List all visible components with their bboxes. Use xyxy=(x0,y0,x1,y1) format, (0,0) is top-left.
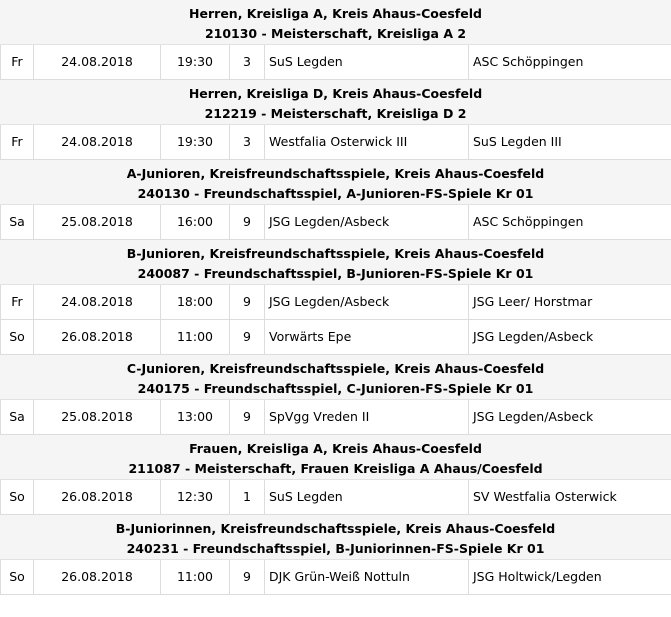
competition-subtitle: 240231 - Freundschaftsspiel, B-Juniorinnen-FS-Spiele Kr 01 xyxy=(126,541,545,556)
competition-subtitle: 240130 - Freundschaftsspiel, A-Junioren-FS-Spiele Kr 01 xyxy=(137,186,534,201)
competition-title: B-Junioren, Kreisfreundschaftsspiele, Kreis Ahaus-Coesfeld xyxy=(126,246,545,261)
competition-header xyxy=(0,435,671,480)
match-day: Sa xyxy=(1,205,34,239)
match-time: 11:00 xyxy=(161,320,230,354)
match-row[interactable] xyxy=(0,285,671,320)
competition-header xyxy=(0,355,671,400)
competition-subtitle: 210130 - Meisterschaft, Kreisliga A 2 xyxy=(204,26,467,41)
away-team: SuS Legden III xyxy=(473,134,562,149)
match-date: 24.08.2018 xyxy=(34,45,161,79)
match-row[interactable] xyxy=(0,205,671,240)
home-team: SpVgg Vreden II xyxy=(265,400,469,434)
match-day: So xyxy=(1,320,34,354)
competition-title: Frauen, Kreisliga A, Kreis Ahaus-Coesfeld xyxy=(189,441,482,456)
match-time: 18:00 xyxy=(161,285,230,319)
match-field: 9 xyxy=(230,205,265,239)
away-team: ASC Schöppingen xyxy=(473,214,584,229)
competition-title: A-Junioren, Kreisfreundschaftsspiele, Kreis Ahaus-Coesfeld xyxy=(126,166,545,181)
home-team: JSG Legden/Asbeck xyxy=(265,285,469,319)
match-field: 9 xyxy=(230,285,265,319)
away-team: JSG Legden/Asbeck xyxy=(473,329,594,344)
match-day: Sa xyxy=(1,400,34,434)
competition-subtitle: 212219 - Meisterschaft, Kreisliga D 2 xyxy=(204,106,467,121)
competition-subtitle: 240175 - Freundschaftsspiel, C-Junioren-FS-Spiele Kr 01 xyxy=(137,381,534,396)
competition-header xyxy=(0,0,671,45)
match-day: So xyxy=(1,480,34,514)
match-day: So xyxy=(1,560,34,594)
away-team: SV Westfalia Osterwick xyxy=(473,489,617,504)
match-day: Fr xyxy=(1,285,34,319)
match-date: 25.08.2018 xyxy=(34,400,161,434)
match-row[interactable] xyxy=(0,400,671,435)
competition-subtitle: 240087 - Freundschaftsspiel, B-Junioren-FS-Spiele Kr 01 xyxy=(137,266,534,281)
match-time: 16:00 xyxy=(161,205,230,239)
home-team: SuS Legden xyxy=(265,45,469,79)
competition-header xyxy=(0,80,671,125)
competition-header xyxy=(0,160,671,205)
away-team: JSG Holtwick/Legden xyxy=(473,569,602,584)
away-team: JSG Legden/Asbeck xyxy=(473,409,594,424)
match-row[interactable] xyxy=(0,560,671,595)
match-date: 26.08.2018 xyxy=(34,480,161,514)
match-date: 26.08.2018 xyxy=(34,320,161,354)
match-date: 24.08.2018 xyxy=(34,285,161,319)
match-field: 3 xyxy=(230,45,265,79)
home-team: Vorwärts Epe xyxy=(265,320,469,354)
match-date: 24.08.2018 xyxy=(34,125,161,159)
match-time: 13:00 xyxy=(161,400,230,434)
home-team: SuS Legden xyxy=(265,480,469,514)
match-time: 11:00 xyxy=(161,560,230,594)
competition-subtitle: 211087 - Meisterschaft, Frauen Kreisliga A Ahaus/Coesfeld xyxy=(128,461,543,476)
match-row[interactable] xyxy=(0,320,671,355)
competition-header xyxy=(0,515,671,560)
away-team: JSG Leer/ Horstmar xyxy=(473,294,593,309)
home-team: Westfalia Osterwick III xyxy=(265,125,469,159)
match-field: 3 xyxy=(230,125,265,159)
match-day: Fr xyxy=(1,45,34,79)
competition-title: B-Juniorinnen, Kreisfreundschaftsspiele, Kreis Ahaus-Coesfeld xyxy=(115,521,556,536)
match-time: 19:30 xyxy=(161,45,230,79)
match-time: 19:30 xyxy=(161,125,230,159)
home-team: DJK Grün-Weiß Nottuln xyxy=(265,560,469,594)
match-field: 9 xyxy=(230,560,265,594)
match-day: Fr xyxy=(1,125,34,159)
competition-title: Herren, Kreisliga D, Kreis Ahaus-Coesfeld xyxy=(188,86,483,101)
home-team: JSG Legden/Asbeck xyxy=(265,205,469,239)
match-date: 26.08.2018 xyxy=(34,560,161,594)
match-row[interactable] xyxy=(0,45,671,80)
match-field: 1 xyxy=(230,480,265,514)
match-date: 25.08.2018 xyxy=(34,205,161,239)
competition-title: Herren, Kreisliga A, Kreis Ahaus-Coesfeld xyxy=(189,6,482,21)
competition-title: C-Junioren, Kreisfreundschaftsspiele, Kreis Ahaus-Coesfeld xyxy=(126,361,545,376)
competition-header xyxy=(0,240,671,285)
match-field: 9 xyxy=(230,400,265,434)
match-time: 12:30 xyxy=(161,480,230,514)
match-row[interactable] xyxy=(0,125,671,160)
match-row[interactable] xyxy=(0,480,671,515)
match-field: 9 xyxy=(230,320,265,354)
away-team: ASC Schöppingen xyxy=(473,54,584,69)
